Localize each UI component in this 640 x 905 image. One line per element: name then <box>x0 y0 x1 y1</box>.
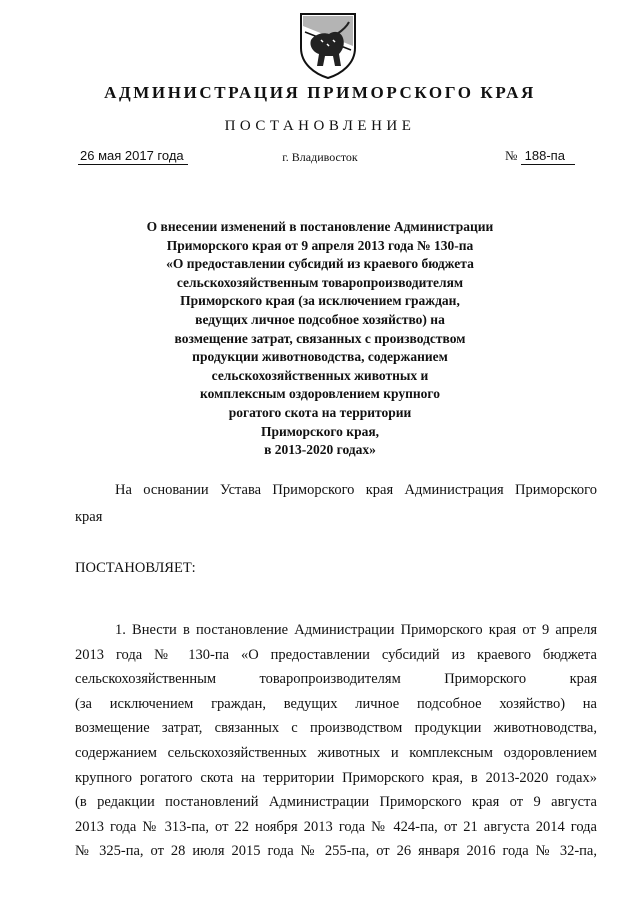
organization-title: АДМИНИСТРАЦИЯ ПРИМОРСКОГО КРАЯ <box>104 83 536 102</box>
body-line: 2013 года № 313-па, от 22 ноября 2013 года № 424-па, от 21 августа 2014 года <box>75 818 597 835</box>
body-line: содержанием сельскохозяйственных животных и комплексным оздоровлением <box>75 744 597 761</box>
basis-line: На основании Устава Приморского края Администрация Приморского <box>115 482 597 498</box>
subject-line: возмещение затрат, связанных с производством <box>174 330 466 346</box>
subject-line: сельскохозяйственным товаропроизводителям <box>176 274 464 290</box>
subject-line: Приморского края, <box>260 423 380 439</box>
document-type: ПОСТАНОВЛЕНИЕ <box>224 118 416 134</box>
number-sign: № <box>505 148 518 163</box>
body-line: крупного рогатого скота на территории Приморского края, в 2013-2020 годах» <box>75 769 597 786</box>
document-city: г. Владивосток <box>282 150 358 164</box>
subject-line: в 2013-2020 годах» <box>264 442 376 458</box>
document-subject <box>110 218 530 460</box>
subject-line: Приморского края от 9 апреля 2013 года № 130-па <box>166 237 474 253</box>
primorsky-coat-of-arms-icon <box>297 10 359 80</box>
document-date: 26 мая 2017 года <box>78 148 188 165</box>
number-value: 188-па <box>521 148 575 165</box>
body-line: (за исключением граждан, ведущих личное подсобное хозяйство) на <box>75 695 597 712</box>
subject-line: рогатого скота на территории <box>228 404 412 420</box>
basis-paragraph <box>75 477 597 531</box>
subject-line: сельскохозяйственных животных и <box>211 367 429 383</box>
body-line: 1. Внести в постановление Администрации Приморского края от 9 апреля <box>115 622 597 638</box>
subject-line: продукции животноводства, содержанием <box>192 349 448 365</box>
subject-line: Приморского края (за исключением граждан, <box>180 293 460 309</box>
body-line: № 325-па, от 28 июля 2015 года № 255-па, от 26 января 2016 года № 32-па, <box>75 843 597 860</box>
subject-line: ведущих личное подсобное хозяйство) на <box>195 311 445 327</box>
body-line: (в редакции постановлений Администрации Приморского края от 9 августа <box>75 794 597 811</box>
body-line: возмещение затрат, связанных с производством продукции животноводства, <box>75 720 597 737</box>
body-line: 2013 года № 130-па «О предоставлении субсидий из краевого бюджета <box>75 646 597 663</box>
body-paragraph <box>75 618 597 864</box>
subject-line: «О предоставлении субсидий из краевого бюджета <box>166 256 474 272</box>
basis-line: края <box>75 509 103 525</box>
body-line: сельскохозяйственным товаропроизводителям Приморского края <box>75 671 597 688</box>
document-number <box>505 148 575 164</box>
subject-line: комплексным оздоровлением крупного <box>200 386 440 402</box>
subject-line: О внесении изменений в постановление Администрации <box>146 219 494 234</box>
resolves-heading: ПОСТАНОВЛЯЕТ: <box>75 560 196 576</box>
